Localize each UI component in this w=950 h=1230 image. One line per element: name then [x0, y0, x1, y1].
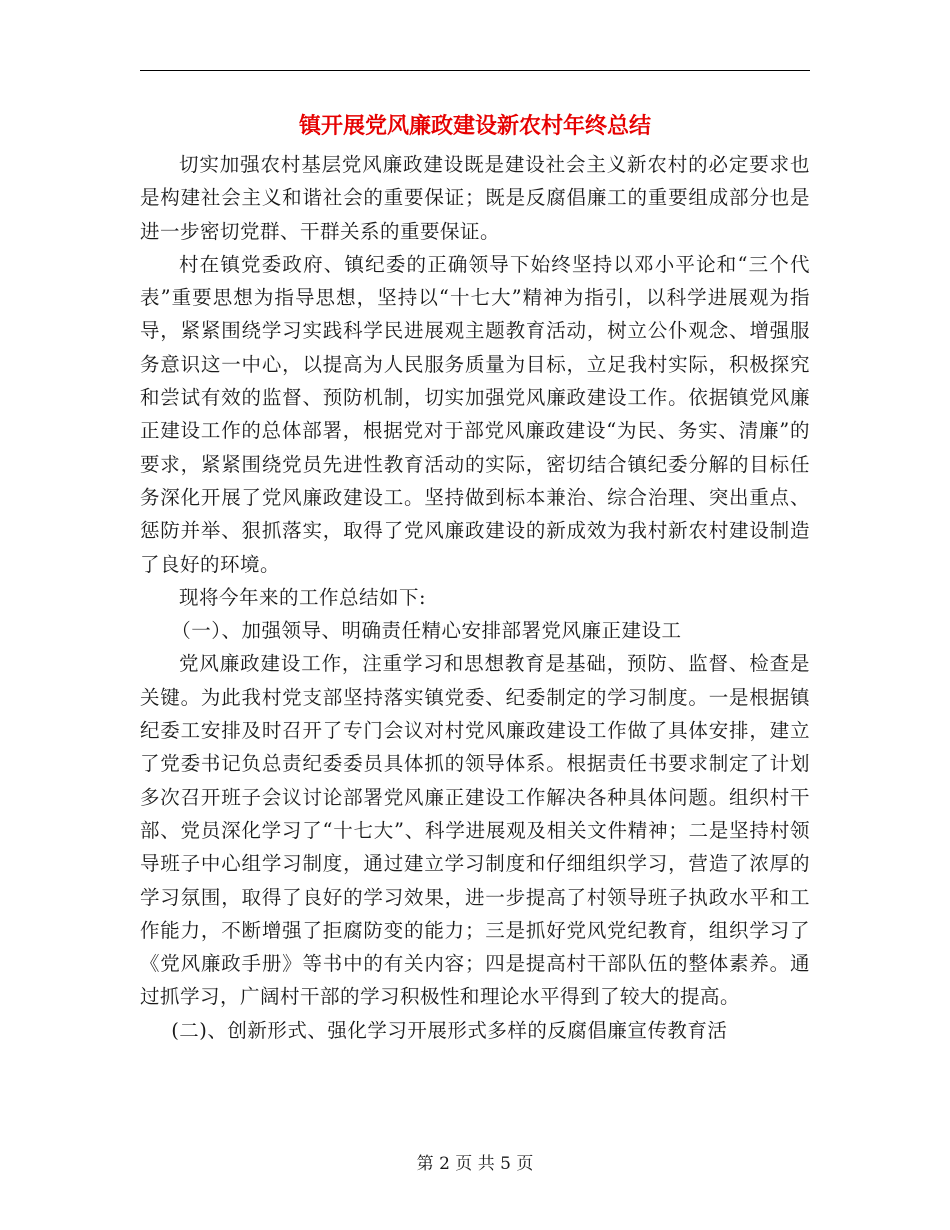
document-body [140, 148, 810, 1047]
paragraph-overview: 村在镇党委政府、镇纪委的正确领导下始终坚持以邓小平论和“三个代表”重要思想为指导思想，坚持以“十七大”精神为指引，以科学进展观为指导，紧紧围绕学习实践科学民进展观主题教育活动，树立公仆观念、增强服务意识这一中心，以提高为人民服务质量为目标，立足我村实际，积极探究和尝试有效的监督、预防机制，切实加强党风廉政建设工作。依据镇党风廉正建设工作的总体部署，根据党对于部党风廉政建设“为民、务实、清廉”的要求，紧紧围绕党员先进性教育活动的实际，密切结合镇纪委分解的目标任务深化开展了党风廉政建设工。坚持做到标本兼治、综合治理、突出重点、惩防并举、狠抓落实，取得了党风廉政建设的新成效为我村新农村建设制造了良好的环境。 [140, 252, 810, 576]
section-heading-1: （一）、加强领导、明确责任精心安排部署党风廉正建设工 [171, 619, 682, 643]
section-heading-2: (二)、创新形式、强化学习开展形式多样的反腐倡廉宣传教育活 [171, 1018, 728, 1042]
header-rule [140, 70, 810, 71]
paragraph-section-1: 党风廉政建设工作，注重学习和思想教育是基础，预防、监督、检查是关键。为此我村党支部坚持落实镇党委、纪委制定的学习制度。一是根据镇纪委工安排及时召开了专门会议对村党风廉政建设工作做了具体安排，建立了党委书记负总责纪委委员具体抓的领导体系。根据责任书要求制定了计划多次召开班子会议讨论部署党风廉正建设工作解决各种具体问题。组织村干部、党员深化学习了“十七大”、科学进展观及相关文件精神；二是坚持村领导班子中心组学习制度，通过建立学习制度和仔细组织学习，营造了浓厚的学习氛围，取得了良好的学习效果，进一步提高了村领导班子执政水平和工作能力，不断增强了拒腐防变的能力；三是抓好党风党纪教育，组织学习了《党风廉政手册》等书中的有关内容；四是提高村干部队伍的整体素养。通过抓学习，广阔村干部的学习积极性和理论水平得到了较大的提高。 [140, 652, 810, 1009]
paragraph-intro: 切实加强农村基层党风廉政建设既是建设社会主义新农村的必定要求也是构建社会主义和谐社会的重要保证；既是反腐倡廉工的重要组成部分也是进一步密切党群、干群关系的重要保证。 [140, 153, 810, 243]
page-footer: 第 2 页 共 5 页 [416, 1154, 534, 1174]
paragraph-summary-lead: 现将今年来的工作总结如下: [179, 585, 427, 609]
document-title: 镇开展党风廉政建设新农村年终总结 [298, 113, 651, 139]
